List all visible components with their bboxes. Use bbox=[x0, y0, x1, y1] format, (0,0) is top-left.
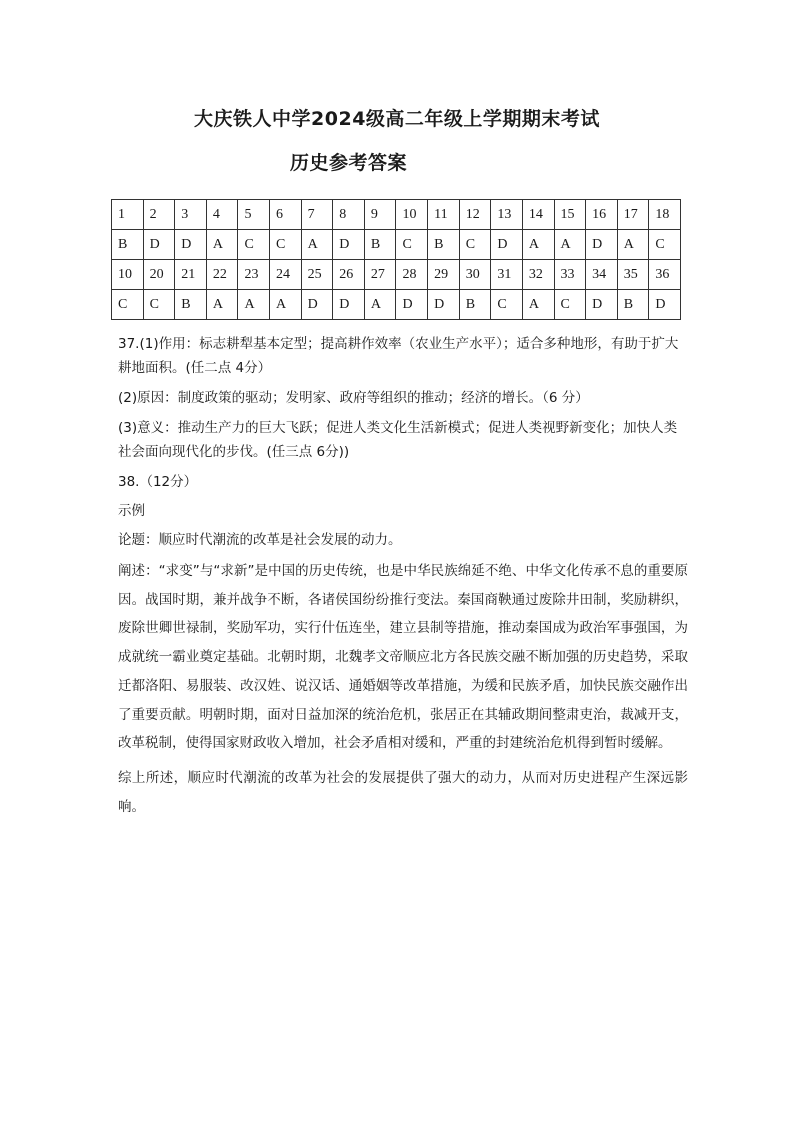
table-cell: 27 bbox=[364, 260, 396, 290]
table-cell: 36 bbox=[649, 260, 681, 290]
q37-part2: (2)原因：制度政策的驱动；发明家、政府等组织的推动；经济的增长。（6 分） bbox=[118, 390, 589, 406]
table-cell: 10 bbox=[112, 260, 144, 290]
table-cell: 15 bbox=[554, 200, 586, 230]
table-cell: 10 bbox=[396, 200, 428, 230]
table-cell: C bbox=[396, 230, 428, 260]
table-cell: 16 bbox=[586, 200, 618, 230]
table-cell: 25 bbox=[301, 260, 333, 290]
table-cell: C bbox=[491, 290, 523, 320]
table-cell: D bbox=[301, 290, 333, 320]
table-cell: C bbox=[270, 230, 302, 260]
table-cell: 32 bbox=[522, 260, 554, 290]
table-cell: 21 bbox=[175, 260, 207, 290]
q38-heading: 38.（12分） bbox=[118, 474, 198, 490]
answer-body-text bbox=[118, 332, 688, 827]
table-cell: 18 bbox=[649, 200, 681, 230]
table-cell: C bbox=[459, 230, 491, 260]
table-cell: A bbox=[522, 290, 554, 320]
q38-elaboration: 阐述：“求变”与“求新”是中国的历史传统，也是中华民族绵延不绝、中华文化传承不息的重要原因。战国时期，兼并战争不断，各诸侯国纷纷推行变法。秦国商鞅通过废除井田制，奖励耕织，废除世卿世禄制，奖励军功，实行什伍连坐，建立县制等措施，推动秦国成为政治军事强国，为成就统一霸业奠定基础。北朝时期，北魏孝文帝顺应北方各民族交融不断加强的历史趋势，采取迁都洛阳、易服装、改汉姓、说汉话、通婚姻等改革措施，为缓和民族矛盾，加快民族交融作出了重要贡献。明朝时期，面对日益加深的统治危机，张居正在其辅政期间整肃吏治，裁减开支，改革税制，使得国家财政收入增加，社会矛盾相对缓和，严重的封建统治危机得到暂时缓解。 bbox=[118, 563, 688, 752]
table-row bbox=[112, 260, 681, 290]
table-cell: D bbox=[586, 230, 618, 260]
table-row bbox=[112, 290, 681, 320]
table-cell: 4 bbox=[206, 200, 238, 230]
table-cell: A bbox=[206, 290, 238, 320]
table-cell: 34 bbox=[586, 260, 618, 290]
table-cell: 33 bbox=[554, 260, 586, 290]
table-cell: 8 bbox=[333, 200, 365, 230]
table-cell: D bbox=[491, 230, 523, 260]
table-cell: B bbox=[617, 290, 649, 320]
table-cell: B bbox=[364, 230, 396, 260]
table-cell: 31 bbox=[491, 260, 523, 290]
q37-part3: (3)意义：推动生产力的巨大飞跃；促进人类文化生活新模式；促进人类视野新变化；加快人类社会面向现代化的步伐。(任三点 6分)) bbox=[118, 420, 678, 460]
table-cell: D bbox=[428, 290, 460, 320]
table-cell: D bbox=[649, 290, 681, 320]
table-cell: C bbox=[554, 290, 586, 320]
table-cell: B bbox=[112, 230, 144, 260]
document-subtitle: 历史参考答案 bbox=[290, 152, 408, 174]
table-cell: 5 bbox=[238, 200, 270, 230]
table-cell: D bbox=[175, 230, 207, 260]
table-cell: D bbox=[333, 230, 365, 260]
table-cell: C bbox=[649, 230, 681, 260]
table-cell: 1 bbox=[112, 200, 144, 230]
table-row bbox=[112, 200, 681, 230]
table-cell: 20 bbox=[143, 260, 175, 290]
table-cell: D bbox=[396, 290, 428, 320]
table-cell: 11 bbox=[428, 200, 460, 230]
table-cell: 13 bbox=[491, 200, 523, 230]
table-cell: A bbox=[206, 230, 238, 260]
table-cell: C bbox=[238, 230, 270, 260]
q38-thesis: 论题：顺应时代潮流的改革是社会发展的动力。 bbox=[118, 532, 402, 548]
q38-example-label: 示例 bbox=[118, 503, 145, 519]
table-cell: C bbox=[143, 290, 175, 320]
table-cell: A bbox=[238, 290, 270, 320]
table-cell: 29 bbox=[428, 260, 460, 290]
table-cell: 22 bbox=[206, 260, 238, 290]
table-cell: 14 bbox=[522, 200, 554, 230]
table-cell: 35 bbox=[617, 260, 649, 290]
table-cell: B bbox=[175, 290, 207, 320]
table-cell: 12 bbox=[459, 200, 491, 230]
table-cell: D bbox=[333, 290, 365, 320]
table-cell: C bbox=[112, 290, 144, 320]
table-cell: B bbox=[459, 290, 491, 320]
table-cell: A bbox=[617, 230, 649, 260]
table-cell: 9 bbox=[364, 200, 396, 230]
table-cell: A bbox=[364, 290, 396, 320]
table-cell: 23 bbox=[238, 260, 270, 290]
q37-part1: 37.(1)作用：标志耕犁基本定型；提高耕作效率（农业生产水平）；适合多种地形，有助于扩大耕地面积。(任二点 4分） bbox=[118, 336, 679, 376]
document-title: 大庆铁人中学2024级高二年级上学期期末考试 bbox=[194, 108, 600, 130]
answer-table bbox=[111, 199, 681, 320]
table-cell: 24 bbox=[270, 260, 302, 290]
table-cell: D bbox=[586, 290, 618, 320]
table-row bbox=[112, 230, 681, 260]
q38-conclusion: 综上所述，顺应时代潮流的改革为社会的发展提供了强大的动力，从而对历史进程产生深远影响。 bbox=[118, 769, 688, 815]
table-cell: 28 bbox=[396, 260, 428, 290]
table-cell: A bbox=[554, 230, 586, 260]
table-cell: A bbox=[301, 230, 333, 260]
table-cell: 7 bbox=[301, 200, 333, 230]
table-cell: A bbox=[270, 290, 302, 320]
table-cell: 30 bbox=[459, 260, 491, 290]
table-cell: B bbox=[428, 230, 460, 260]
table-cell: 26 bbox=[333, 260, 365, 290]
table-cell: 17 bbox=[617, 200, 649, 230]
table-cell: A bbox=[522, 230, 554, 260]
table-cell: 2 bbox=[143, 200, 175, 230]
table-cell: D bbox=[143, 230, 175, 260]
table-cell: 6 bbox=[270, 200, 302, 230]
table-cell: 3 bbox=[175, 200, 207, 230]
